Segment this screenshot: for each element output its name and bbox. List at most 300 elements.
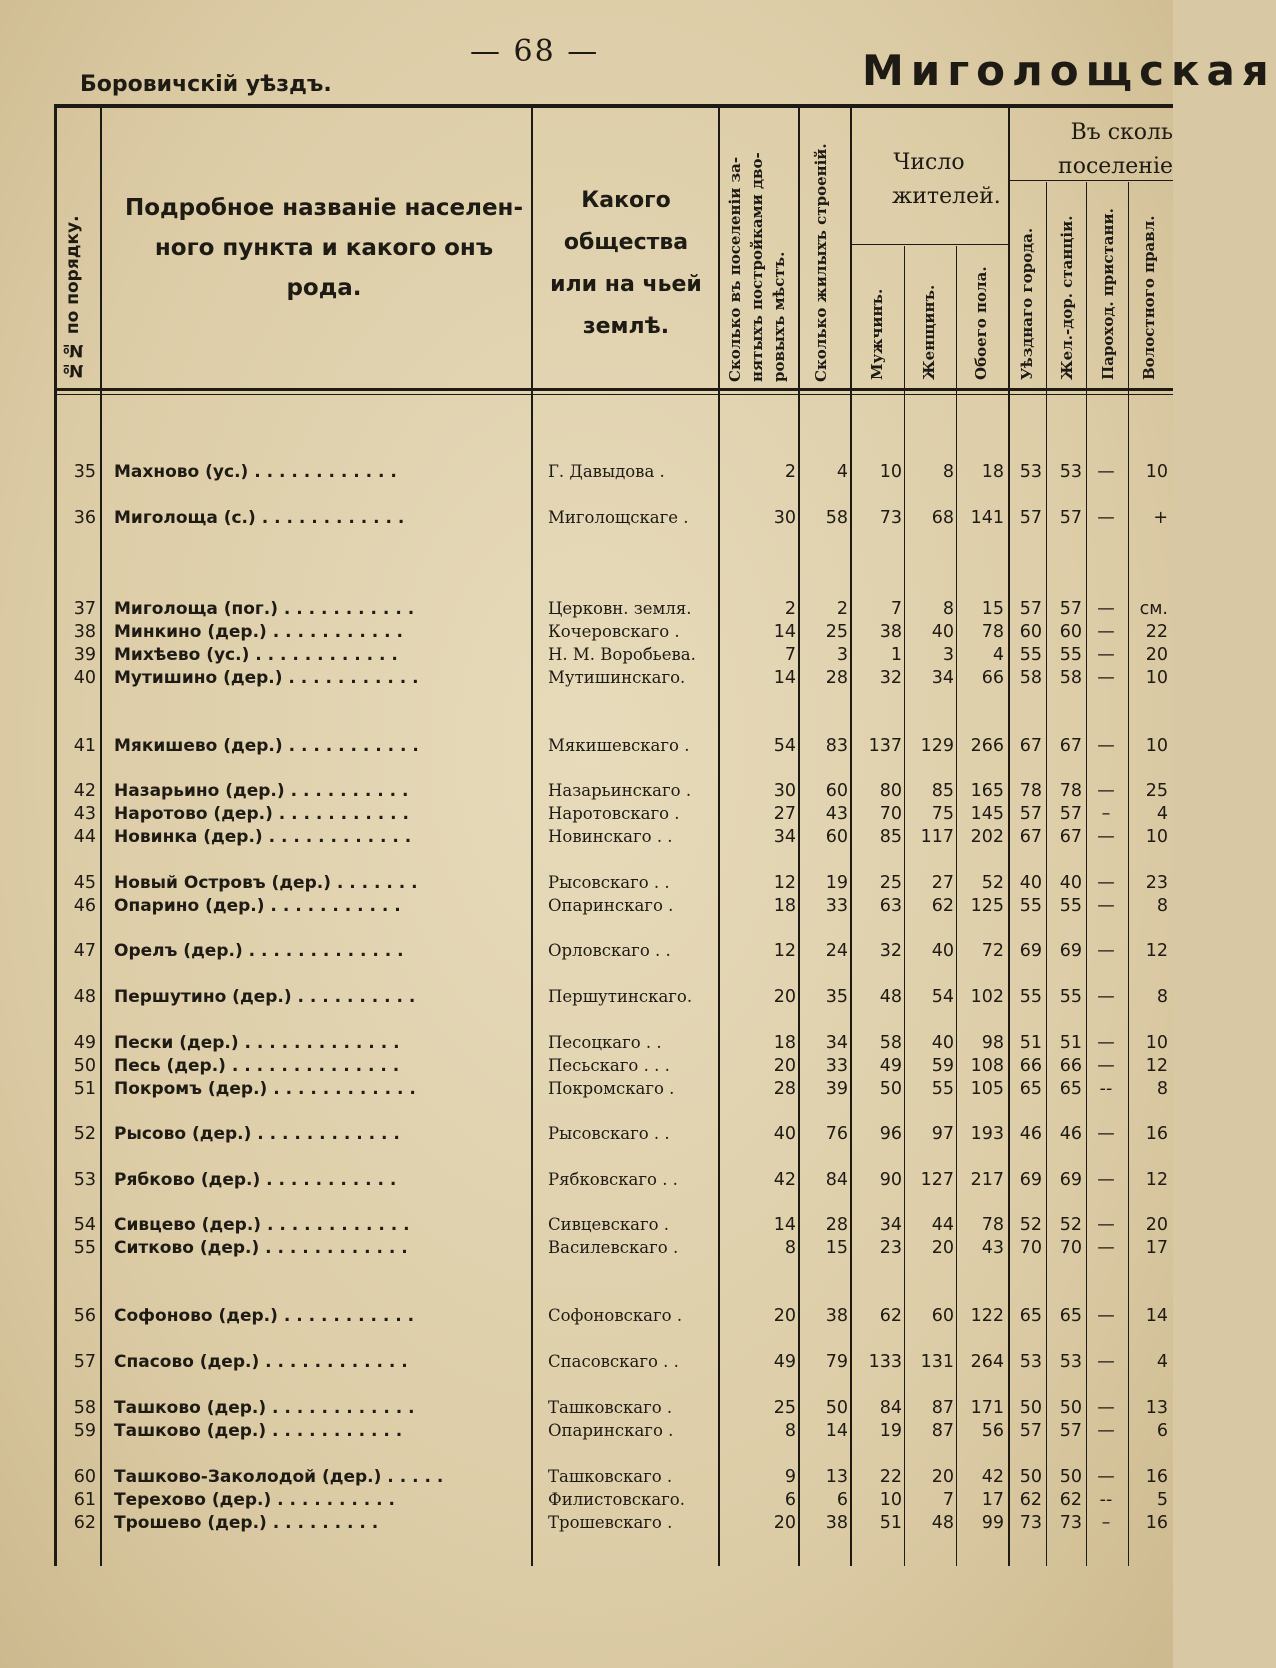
cell-society: Трошевскаго . [548,1513,673,1532]
cell-yards: 49 [773,1352,796,1372]
header-total: Обоего пола. [972,266,990,380]
cell-town: 65 [1019,1306,1042,1326]
cell-society: Ташковскаго . [548,1467,673,1486]
cell-pier: — [1097,873,1115,893]
cell-buildings: 38 [825,1513,848,1533]
cell-name: Мякишево (дер.) . . . . . . . . . . . [114,736,419,756]
cell-rail: 46 [1059,1124,1082,1144]
cell-men: 10 [879,462,902,482]
table-row [0,1420,1173,1442]
cell-name: Орелъ (дер.) . . . . . . . . . . . . . [114,941,404,961]
cell-no: 40 [73,668,96,688]
cell-no: 49 [73,1033,96,1053]
table-row [0,735,1173,757]
cell-society: Церковн. земля. [548,599,692,618]
cell-society: Спасовскаго . . [548,1352,679,1371]
cell-town: 55 [1019,645,1042,665]
table-row [0,1078,1173,1100]
cell-name: Ташково-Заколодой (дер.) . . . . . [114,1467,444,1487]
cell-board: 10 [1145,668,1168,688]
cell-society: Назарьинскаго . [548,781,692,800]
cell-yards: 8 [784,1238,796,1258]
cell-rail: 55 [1059,987,1082,1007]
cell-board: 16 [1145,1467,1168,1487]
cell-women: 40 [931,622,954,642]
cell-men: 62 [879,1306,902,1326]
cell-board: + [1153,508,1168,528]
cell-no: 35 [73,462,96,482]
cell-no: 45 [73,873,96,893]
cell-men: 22 [879,1467,902,1487]
cell-rail: 55 [1059,645,1082,665]
cell-name: Ташково (дер.) . . . . . . . . . . . . [114,1398,415,1418]
cell-women: 40 [931,941,954,961]
cell-rail: 58 [1059,668,1082,688]
cell-buildings: 2 [836,599,848,619]
table-row [0,507,1173,529]
cell-rail: 51 [1059,1033,1082,1053]
cell-women: 59 [931,1056,954,1076]
cell-buildings: 84 [825,1170,848,1190]
cell-men: 19 [879,1421,902,1441]
cell-no: 38 [73,622,96,642]
cell-board: 14 [1145,1306,1168,1326]
cell-yards: 14 [773,622,796,642]
cell-no: 53 [73,1170,96,1190]
header-bottom-rule [54,388,1173,391]
cell-name: Новый Островъ (дер.) . . . . . . . [114,873,418,893]
cell-men: 58 [879,1033,902,1053]
cell-buildings: 33 [825,1056,848,1076]
header-name: Подробное названіе населен-ного пункта и какого онъ рода. [124,195,523,301]
cell-buildings: 38 [825,1306,848,1326]
cell-men: 7 [890,599,902,619]
cell-buildings: 35 [825,987,848,1007]
cell-total: 18 [981,462,1004,482]
cell-rail: 69 [1059,1170,1082,1190]
cell-town: 69 [1019,1170,1042,1190]
cell-town: 62 [1019,1490,1042,1510]
cell-board: 13 [1145,1398,1168,1418]
cell-yards: 42 [773,1170,796,1190]
cell-no: 46 [73,896,96,916]
cell-board: 6 [1156,1421,1168,1441]
cell-society: Г. Давыдова . [548,462,665,481]
cell-buildings: 60 [825,781,848,801]
cell-no: 50 [73,1056,96,1076]
cell-society: Першутинскаго. [548,987,693,1006]
page-number: — 68 — [470,34,600,69]
cell-society: Опаринскаго . [548,896,674,915]
cell-town: 58 [1019,668,1042,688]
cell-town: 53 [1019,462,1042,482]
cell-total: 52 [981,873,1004,893]
cell-buildings: 79 [825,1352,848,1372]
cell-total: 56 [981,1421,1004,1441]
cell-board: 20 [1145,645,1168,665]
cell-board: 12 [1145,1056,1168,1076]
cell-women: 7 [942,1490,954,1510]
cell-rail: 57 [1059,1421,1082,1441]
cell-total: 78 [981,1215,1004,1235]
cell-society: Мутишинскаго. [548,668,686,687]
table-row [0,644,1173,666]
cell-town: 73 [1019,1513,1042,1533]
cell-total: 145 [970,804,1004,824]
cell-no: 60 [73,1467,96,1487]
table-row [0,1489,1173,1511]
cell-name: Трошево (дер.) . . . . . . . . . [114,1513,379,1533]
cell-no: 58 [73,1398,96,1418]
cell-pier: — [1097,462,1115,482]
cell-name: Махново (ус.) . . . . . . . . . . . . [114,462,397,482]
cell-town: 60 [1019,622,1042,642]
table-row [0,803,1173,825]
cell-total: 122 [970,1306,1004,1326]
cell-society: Филистовскаго. [548,1490,685,1509]
cell-pier: – [1101,1513,1111,1533]
cell-pier: — [1097,781,1115,801]
cell-rail: 78 [1059,781,1082,801]
cell-board: 10 [1145,1033,1168,1053]
table-row [0,1123,1173,1145]
cell-town: 67 [1019,736,1042,756]
cell-men: 32 [879,668,902,688]
table-top-rule [54,104,1173,108]
cell-total: 72 [981,941,1004,961]
cell-board: 22 [1145,622,1168,642]
cell-men: 34 [879,1215,902,1235]
cell-buildings: 25 [825,622,848,642]
cell-rail: 69 [1059,941,1082,961]
cell-name: Софоново (дер.) . . . . . . . . . . . [114,1306,415,1326]
cell-yards: 18 [773,896,796,916]
table-row [0,1397,1173,1419]
cell-pier: — [1097,1238,1115,1258]
cell-pier: — [1097,1421,1115,1441]
cell-men: 50 [879,1079,902,1099]
cell-women: 27 [931,873,954,893]
volost-title: Миголощская [862,46,1276,95]
cell-board: 17 [1145,1238,1168,1258]
cell-women: 8 [942,462,954,482]
table-row [0,826,1173,848]
table-row [0,1169,1173,1191]
cell-pier: — [1097,1170,1115,1190]
cell-total: 202 [970,827,1004,847]
table-row [0,667,1173,689]
cell-total: 266 [970,736,1004,756]
cell-pier: — [1097,1352,1115,1372]
header-town: Уѣзднаго города. [1018,227,1036,380]
cell-no: 39 [73,645,96,665]
cell-no: 51 [73,1079,96,1099]
cell-yards: 40 [773,1124,796,1144]
cell-total: 193 [970,1124,1004,1144]
cell-women: 34 [931,668,954,688]
cell-rail: 67 [1059,736,1082,756]
header-buildings: Сколько жилыхъ строеній. [812,143,830,382]
cell-no: 36 [73,508,96,528]
cell-buildings: 58 [825,508,848,528]
cell-name: Миголоща (пог.) . . . . . . . . . . . [114,599,415,619]
cell-men: 38 [879,622,902,642]
cell-rail: 60 [1059,622,1082,642]
cell-buildings: 43 [825,804,848,824]
cell-board: 4 [1156,804,1168,824]
cell-rail: 50 [1059,1467,1082,1487]
table-row [0,895,1173,917]
cell-town: 57 [1019,804,1042,824]
table-row [0,780,1173,802]
cell-town: 57 [1019,508,1042,528]
cell-town: 57 [1019,1421,1042,1441]
cell-pier: — [1097,599,1115,619]
cell-pier: — [1097,1124,1115,1144]
cell-pier: — [1097,622,1115,642]
cell-women: 62 [931,896,954,916]
cell-board: 10 [1145,462,1168,482]
cell-board: 4 [1156,1352,1168,1372]
cell-women: 127 [920,1170,954,1190]
cell-total: 43 [981,1238,1004,1258]
cell-men: 137 [868,736,902,756]
cell-pier: — [1097,896,1115,916]
cell-women: 87 [931,1421,954,1441]
cell-buildings: 6 [836,1490,848,1510]
cell-women: 8 [942,599,954,619]
cell-yards: 6 [784,1490,796,1510]
table-row [0,461,1173,483]
cell-name: Спасово (дер.) . . . . . . . . . . . . [114,1352,408,1372]
cell-men: 51 [879,1513,902,1533]
cell-women: 55 [931,1079,954,1099]
cell-board: 12 [1145,941,1168,961]
cell-rail: 53 [1059,462,1082,482]
cell-buildings: 28 [825,668,848,688]
cell-name: Терехово (дер.) . . . . . . . . . . [114,1490,396,1510]
cell-buildings: 15 [825,1238,848,1258]
cell-buildings: 28 [825,1215,848,1235]
cell-rail: 52 [1059,1215,1082,1235]
cell-no: 47 [73,941,96,961]
cell-women: 48 [931,1513,954,1533]
cell-no: 48 [73,987,96,1007]
uezd-title: Боровичскій уѣздъ. [80,72,332,97]
cell-society: Ташковскаго . [548,1398,673,1417]
cell-board: 20 [1145,1215,1168,1235]
cell-no: 59 [73,1421,96,1441]
cell-pier: — [1097,508,1115,528]
cell-rail: 66 [1059,1056,1082,1076]
cell-town: 50 [1019,1467,1042,1487]
cell-board: 8 [1156,987,1168,1007]
header-men: Мужчинъ. [868,288,886,380]
cell-name: Песь (дер.) . . . . . . . . . . . . . . [114,1056,400,1076]
cell-town: 51 [1019,1033,1042,1053]
cell-buildings: 4 [836,462,848,482]
cell-town: 78 [1019,781,1042,801]
cell-total: 42 [981,1467,1004,1487]
cell-yards: 12 [773,873,796,893]
cell-town: 65 [1019,1079,1042,1099]
cell-men: 73 [879,508,902,528]
header-inhabitants: Число жителей. [892,150,1001,209]
cell-town: 40 [1019,873,1042,893]
cell-rail: 57 [1059,599,1082,619]
cell-name: Новинка (дер.) . . . . . . . . . . . . [114,827,412,847]
cell-yards: 30 [773,508,796,528]
header-bottom-rule-thin [54,394,1173,395]
header-rail: Жел.-дор. станціи. [1058,215,1076,380]
table-row [0,1055,1173,1077]
cell-town: 52 [1019,1215,1042,1235]
cell-pier: — [1097,1306,1115,1326]
cell-rail: 62 [1059,1490,1082,1510]
cell-buildings: 33 [825,896,848,916]
cell-name: Покромъ (дер.) . . . . . . . . . . . . [114,1079,416,1099]
cell-buildings: 24 [825,941,848,961]
cell-yards: 9 [784,1467,796,1487]
cell-name: Михѣево (ус.) . . . . . . . . . . . . [114,645,398,665]
cell-buildings: 3 [836,645,848,665]
cell-town: 66 [1019,1056,1042,1076]
cell-pier: — [1097,1215,1115,1235]
cell-total: 165 [970,781,1004,801]
cell-yards: 25 [773,1398,796,1418]
cell-yards: 20 [773,987,796,1007]
cell-total: 66 [981,668,1004,688]
cell-society: Покромскаго . [548,1079,675,1098]
table-row [0,1351,1173,1373]
cell-yards: 27 [773,804,796,824]
table-row [0,1512,1173,1534]
cell-society: Василевскаго . [548,1238,679,1257]
cell-total: 141 [970,508,1004,528]
cell-women: 75 [931,804,954,824]
cell-town: 55 [1019,987,1042,1007]
cell-society: Опаринскаго . [548,1421,674,1440]
cell-board: 23 [1145,873,1168,893]
cell-town: 69 [1019,941,1042,961]
cell-board: 8 [1156,1079,1168,1099]
cell-pier: — [1097,941,1115,961]
cell-total: 4 [992,645,1004,665]
cell-pier: — [1097,736,1115,756]
cell-rail: 65 [1059,1079,1082,1099]
cell-total: 171 [970,1398,1004,1418]
cell-no: 44 [73,827,96,847]
cell-men: 70 [879,804,902,824]
cell-buildings: 83 [825,736,848,756]
cell-board: 10 [1145,827,1168,847]
cell-buildings: 34 [825,1033,848,1053]
inhabitants-sub-rule [850,244,1008,245]
cell-rail: 65 [1059,1306,1082,1326]
cell-yards: 14 [773,668,796,688]
cell-name: Рысово (дер.) . . . . . . . . . . . . [114,1124,400,1144]
cell-women: 68 [931,508,954,528]
cell-total: 78 [981,622,1004,642]
cell-board: 16 [1145,1513,1168,1533]
table-row [0,1214,1173,1236]
cell-men: 85 [879,827,902,847]
cell-men: 49 [879,1056,902,1076]
table-row [0,1466,1173,1488]
cell-rail: 70 [1059,1238,1082,1258]
cell-society: Новинскаго . . [548,827,673,846]
cell-no: 42 [73,781,96,801]
cell-yards: 12 [773,941,796,961]
cell-buildings: 19 [825,873,848,893]
cell-men: 25 [879,873,902,893]
cell-pier: — [1097,668,1115,688]
cell-pier: — [1097,1033,1115,1053]
cell-yards: 2 [784,462,796,482]
cell-men: 63 [879,896,902,916]
cell-no: 62 [73,1513,96,1533]
cell-buildings: 13 [825,1467,848,1487]
cell-rail: 53 [1059,1352,1082,1372]
cell-name: Ташково (дер.) . . . . . . . . . . . [114,1421,403,1441]
cell-yards: 14 [773,1215,796,1235]
cell-society: Миголощскаге . [548,508,689,527]
cell-society: Софоновскаго . [548,1306,683,1325]
cell-board: 10 [1145,736,1168,756]
cell-total: 98 [981,1033,1004,1053]
cell-women: 20 [931,1467,954,1487]
cell-town: 55 [1019,896,1042,916]
cell-name: Першутино (дер.) . . . . . . . . . . [114,987,416,1007]
cell-women: 117 [920,827,954,847]
cell-men: 48 [879,987,902,1007]
cell-yards: 20 [773,1056,796,1076]
cell-yards: 34 [773,827,796,847]
cell-board: 12 [1145,1170,1168,1190]
cell-rail: 57 [1059,508,1082,528]
cell-no: 52 [73,1124,96,1144]
cell-women: 131 [920,1352,954,1372]
cell-pier: — [1097,1467,1115,1487]
cell-town: 53 [1019,1352,1042,1372]
cell-women: 54 [931,987,954,1007]
cell-men: 90 [879,1170,902,1190]
cell-society: Н. М. Воробьева. [548,645,696,664]
cell-yards: 7 [784,645,796,665]
cell-men: 1 [890,645,902,665]
cell-women: 44 [931,1215,954,1235]
cell-total: 105 [970,1079,1004,1099]
cell-women: 129 [920,736,954,756]
cell-women: 40 [931,1033,954,1053]
cell-no: 56 [73,1306,96,1326]
cell-yards: 54 [773,736,796,756]
cell-yards: 8 [784,1421,796,1441]
cell-town: 70 [1019,1238,1042,1258]
cell-board: 8 [1156,896,1168,916]
cell-society: Мякишевскаго . [548,736,690,755]
header-women: Женщинъ. [920,284,938,380]
cell-no: 43 [73,804,96,824]
cell-men: 84 [879,1398,902,1418]
cell-rail: 57 [1059,804,1082,824]
cell-name: Миголоща (с.) . . . . . . . . . . . . [114,508,405,528]
header-no: №№ по порядку. [63,215,83,380]
cell-men: 23 [879,1238,902,1258]
cell-buildings: 39 [825,1079,848,1099]
cell-women: 85 [931,781,954,801]
cell-board: 25 [1145,781,1168,801]
